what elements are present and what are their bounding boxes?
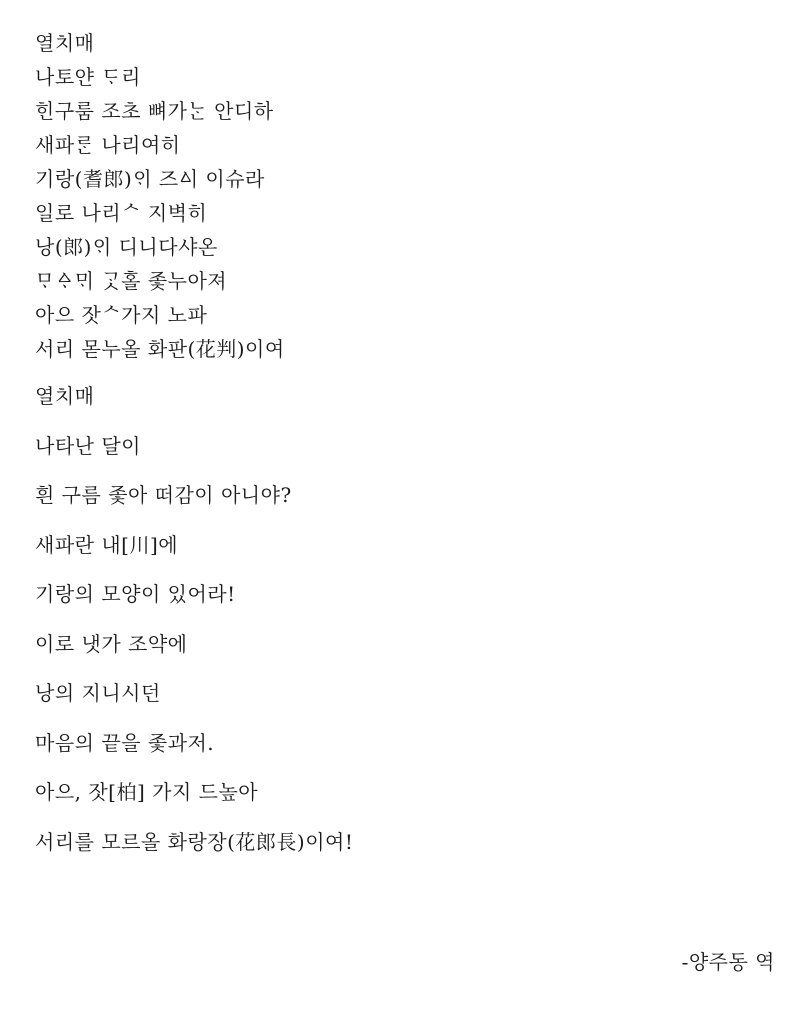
original-poem — [35, 0, 755, 366]
translator-credit: -양주동 역 — [681, 950, 775, 974]
original-line: ᄆᆞᅀᆞᄆᆡ ᄀᆞᆺ홀 좇누아져 — [35, 269, 228, 293]
translation-line: 서리를 모르올 화랑장(花郎長)이여! — [35, 829, 354, 854]
poem — [35, 0, 755, 881]
translation-line: 흰 구름 좇아 떠감이 아니야? — [35, 483, 292, 507]
original-line: 힌구룸 조초 뼈가ᄂᆞᆫ 안디하 — [35, 99, 274, 123]
translation-line: 새파란 내[川]에 — [35, 532, 179, 557]
original-line: 아으 잣ᄉ가지 노파 — [35, 303, 208, 327]
translation-line: 마음의 끝을 좇과저. — [35, 730, 215, 755]
modern-translation — [35, 386, 755, 852]
original-line: 새파ᄅᆞᆫ 나리여히 — [35, 133, 181, 157]
translation-line: 아으, 잣[柏] 가지 드높아 — [35, 780, 259, 804]
translation-line: 낭의 지니시던 — [35, 681, 161, 705]
original-line: 낭(郎)ᄋᆡ 디니다샤온 — [35, 235, 218, 259]
original-line: 열치매 — [35, 31, 95, 55]
translation-line: 나타난 달이 — [35, 433, 141, 458]
translation-line: 열치매 — [35, 384, 95, 408]
translation-line: 이로 냇가 조약에 — [35, 631, 188, 656]
original-line: 일로 나리ᄉ 지벽히 — [35, 201, 208, 225]
original-line: 서리 몯누올 화판(花判)이여 — [35, 337, 285, 361]
original-line: 나토얀 ᄃᆞ리 — [35, 65, 141, 89]
translation-line: 기랑의 모양이 있어라! — [35, 582, 236, 606]
original-line: 기랑(耆郎)ᄋᆡ 즈ᅀᅵ 이슈라 — [35, 167, 265, 191]
